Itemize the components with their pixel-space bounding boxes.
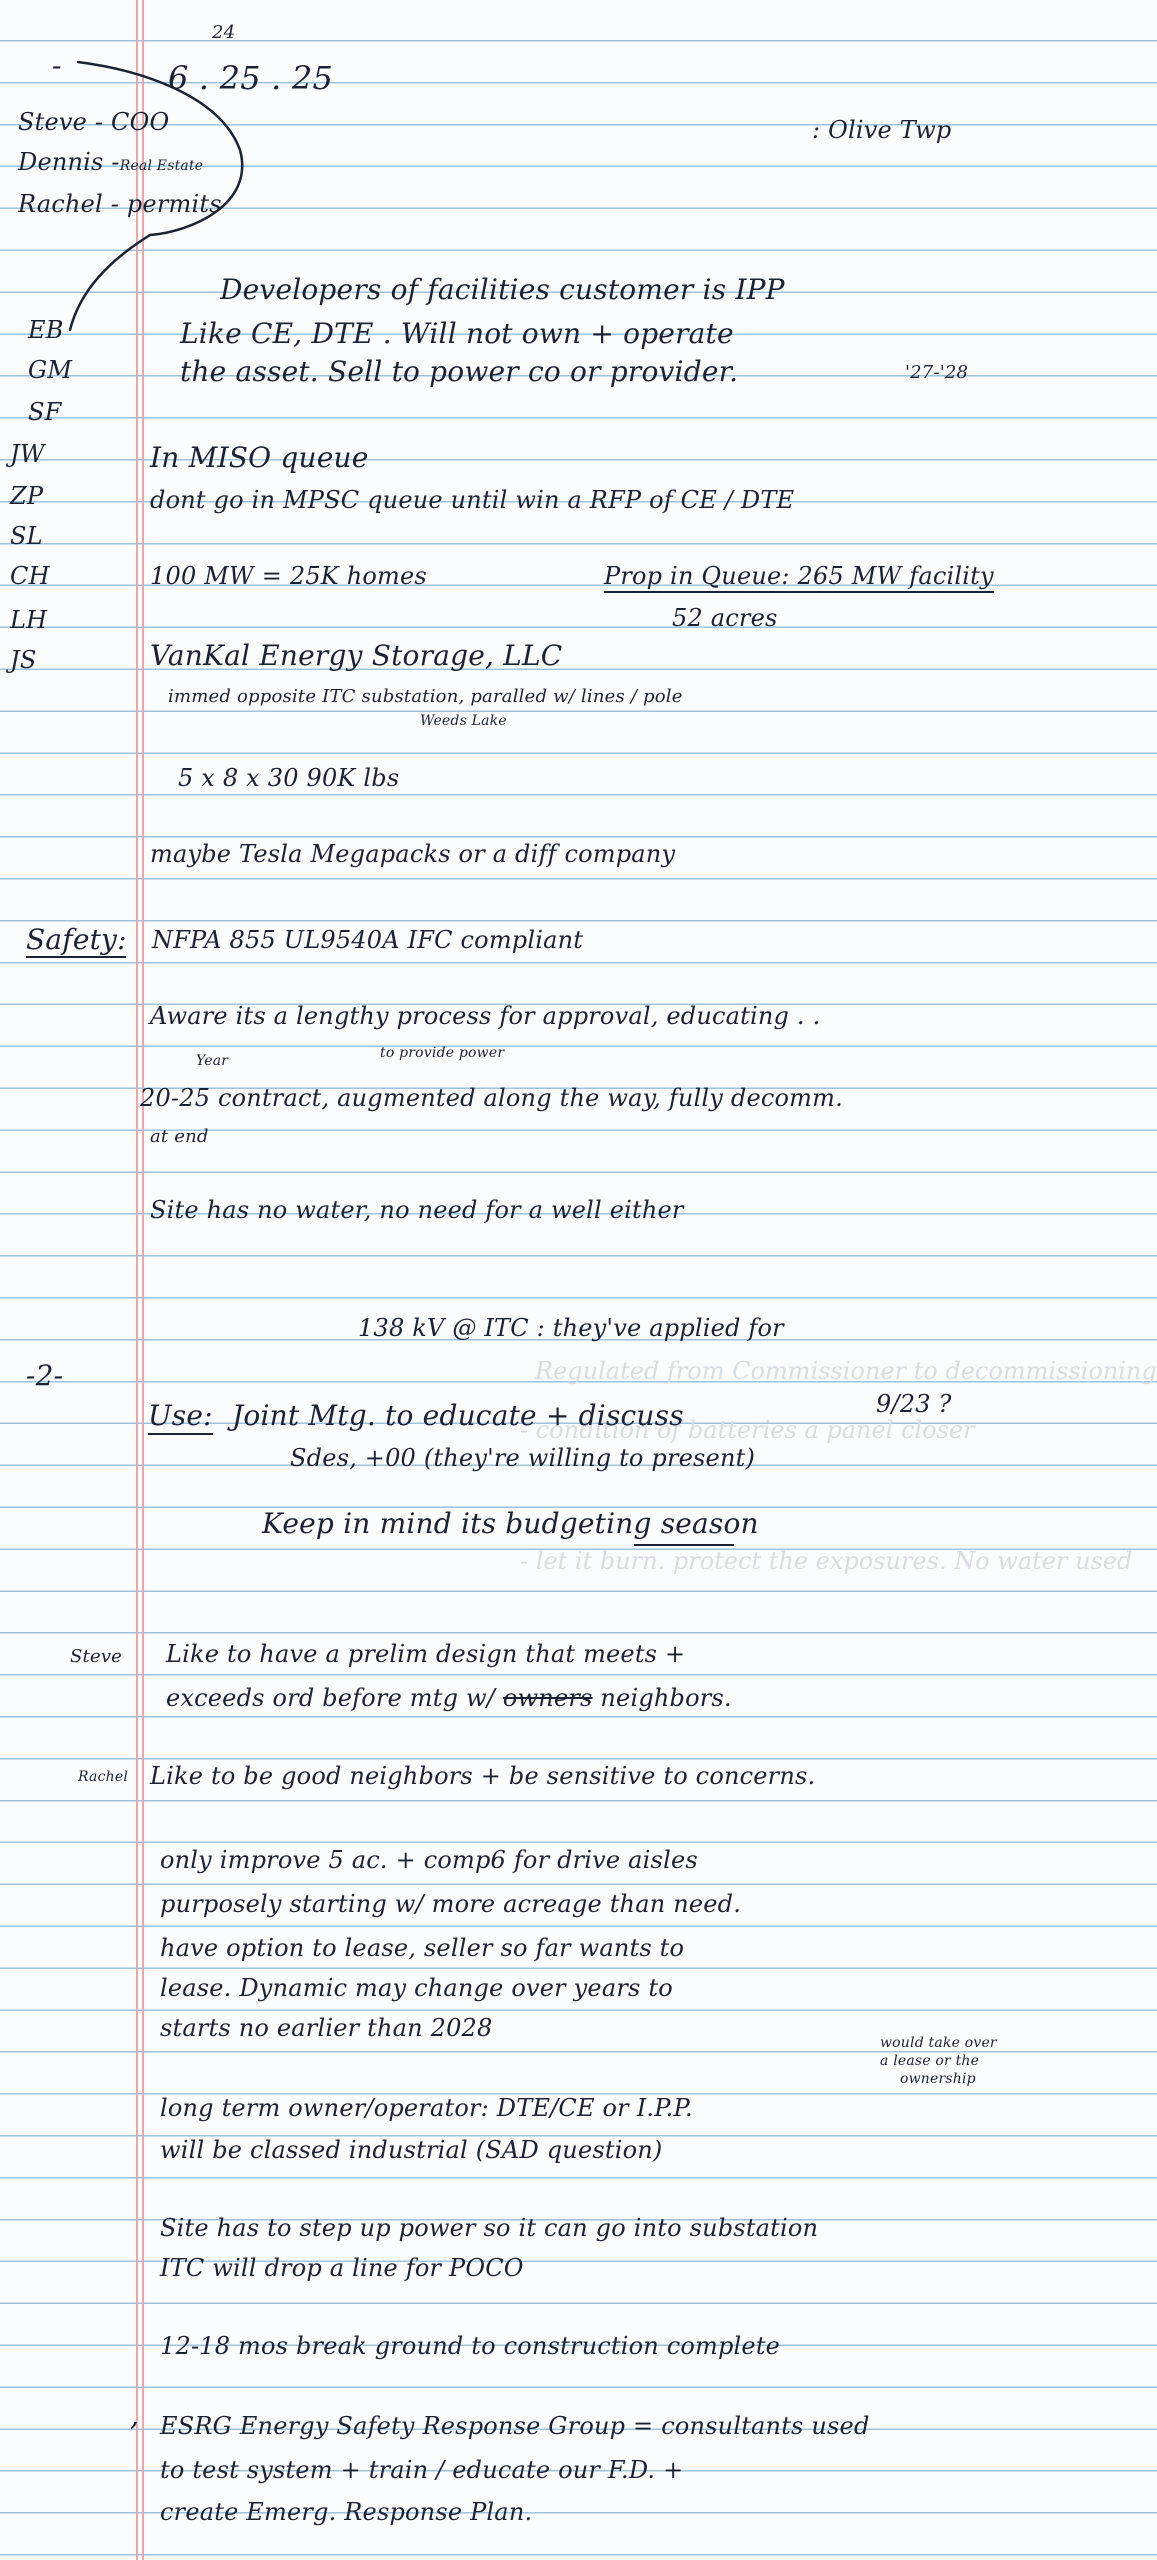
- improve-line-2: purposely starting w/ more acreage than need.: [160, 1890, 742, 1918]
- takeover-line-3: ownership: [900, 2071, 976, 2087]
- meeting-date: 6 . 25 . 25: [168, 59, 334, 97]
- contract-line-1: 20-25 contract, augmented along the way, fully decomm.: [140, 1084, 843, 1112]
- improve-line-5: starts no earlier than 2028: [160, 2014, 493, 2042]
- improve-line-1: only improve 5 ac. + comp6 for drive aisles: [160, 1846, 698, 1874]
- safety-standards: NFPA 855 UL9540A IFC compliant: [152, 926, 584, 954]
- weeds-lake: Weeds Lake: [420, 713, 507, 729]
- joint-meeting: Joint Mtg. to educate + discuss: [232, 1399, 684, 1432]
- initial-jw: JW: [10, 440, 45, 468]
- bleed-through-3: - let it burn. protect the exposures. No water used: [520, 1547, 1133, 1575]
- takeover-line-1: would take over: [880, 2035, 997, 2051]
- aware-process: Aware its a lengthy process for approval, educating . .: [150, 1002, 821, 1030]
- initial-lh: LH: [10, 606, 48, 634]
- steve-line-2-struck: owners: [502, 1684, 593, 1712]
- steve-line-1: Like to have a prelim design that meets +: [166, 1640, 686, 1668]
- site-no-water: Site has no water, no need for a well either: [150, 1196, 684, 1224]
- unit-dimensions: 5 x 8 x 30 90K lbs: [178, 764, 400, 792]
- contract-line-2: at end: [150, 1126, 209, 1147]
- page-number-2: -2-: [26, 1359, 64, 1392]
- steve-label: Steve: [70, 1646, 123, 1667]
- initial-sf: SF: [28, 398, 62, 426]
- tesla-megapacks: maybe Tesla Megapacks or a diff company: [150, 840, 676, 868]
- step-up-power: Site has to step up power so it can go into substation: [160, 2214, 819, 2242]
- date-correction: 24: [212, 22, 236, 43]
- miso-queue: In MISO queue: [150, 441, 369, 474]
- developers-line-1: Developers of facilities customer is IPP: [220, 273, 785, 306]
- classed-industrial: will be classed industrial (SAD question): [160, 2136, 663, 2164]
- prop-acres: 52 acres: [672, 604, 778, 632]
- initial-gm: GM: [28, 356, 73, 384]
- steve-line-2: [166, 1684, 732, 1712]
- attendee-dennis-role: Real Estate: [119, 158, 204, 174]
- header-dash: -: [52, 49, 62, 82]
- contract-insert-year: Year: [196, 1053, 229, 1069]
- initial-sl: SL: [10, 522, 43, 550]
- improve-line-4: lease. Dynamic may change over years to: [160, 1974, 673, 2002]
- esrg-line-1: ESRG Energy Safety Response Group = consultants used: [160, 2412, 870, 2440]
- budget-underline: [634, 1544, 734, 1546]
- itc-voltage: 138 kV @ ITC : they've applied for: [358, 1314, 784, 1342]
- developers-line-2: Like CE, DTE . Will not own + operate: [180, 317, 734, 350]
- takeover-line-2: a lease or the: [880, 2053, 980, 2069]
- bleed-through-2: - condition of batteries a panel closer: [520, 1416, 975, 1444]
- immed-opposite: immed opposite ITC substation, paralled w/ lines / pole: [168, 686, 683, 707]
- initial-ch: CH: [10, 562, 50, 590]
- use-label: Use:: [148, 1400, 213, 1435]
- mw-homes: 100 MW = 25K homes: [150, 562, 427, 590]
- mpsc-queue: dont go in MPSC queue until win a RFP of CE / DTE: [150, 486, 795, 514]
- construction-timeline: 12-18 mos break ground to construction complete: [160, 2332, 781, 2360]
- prop-in-queue: Prop in Queue: 265 MW facility: [604, 562, 994, 593]
- longterm-owner: long term owner/operator: DTE/CE or I.P.P.: [160, 2094, 693, 2122]
- budget-season: Keep in mind its budgeting season: [262, 1507, 759, 1540]
- years-note: '27-'28: [905, 362, 969, 383]
- attendee-rachel: Rachel - permits: [18, 190, 222, 218]
- itc-drop-line: ITC will drop a line for POCO: [160, 2254, 524, 2282]
- steve-line-2-start: exceeds ord before mtg w/: [166, 1684, 496, 1712]
- initial-zp: ZP: [10, 482, 44, 510]
- attendee-dennis-name: Dennis -: [18, 148, 120, 176]
- esrg-line-2: to test system + train / educate our F.D. +: [160, 2456, 684, 2484]
- attendee-dennis: [18, 148, 203, 176]
- meeting-location: : Olive Twp: [812, 116, 952, 144]
- initial-eb: EB: [28, 316, 64, 344]
- developers-line-3: the asset. Sell to power co or provider.: [180, 355, 739, 388]
- rachel-label: Rachel: [78, 1769, 129, 1785]
- improve-line-3: have option to lease, seller so far wants to: [160, 1934, 685, 1962]
- steve-line-2-end: neighbors.: [600, 1684, 732, 1712]
- initial-js: JS: [10, 646, 37, 674]
- contract-insert-provide: to provide power: [380, 1045, 505, 1061]
- safety-underline: [26, 956, 126, 958]
- vankal-energy: VanKal Energy Storage, LLC: [150, 639, 563, 672]
- safety-label: Safety:: [26, 923, 127, 956]
- rachel-note: Like to be good neighbors + be sensitive to concerns.: [150, 1762, 816, 1790]
- sdes-present: Sdes, +00 (they're willing to present): [290, 1444, 756, 1472]
- meeting-date-question: 9/23 ?: [876, 1390, 952, 1418]
- bleed-through-1: Regulated from Commissioner to decommissioning: [535, 1357, 1157, 1385]
- esrg-bullet: ,: [130, 2399, 140, 2432]
- esrg-line-3: create Emerg. Response Plan.: [160, 2498, 533, 2526]
- attendee-steve: Steve - COO: [18, 108, 170, 136]
